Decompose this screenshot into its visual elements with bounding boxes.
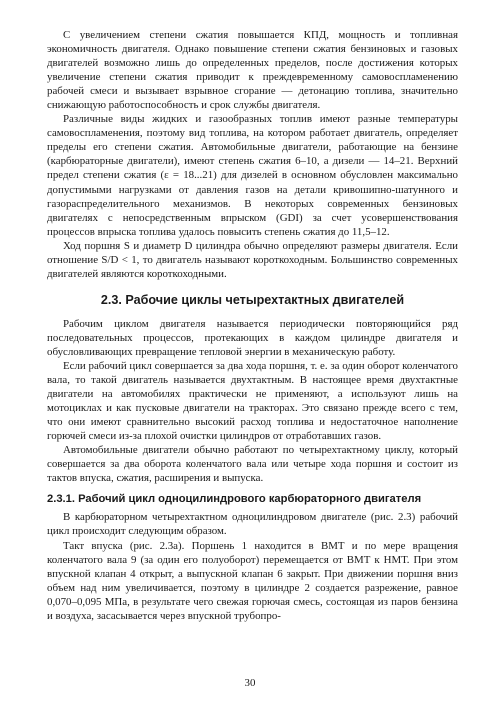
paragraph: Ход поршня S и диаметр D цилиндра обычно определяют размеры двигателя. Если отношение S/D < 1, то двигатель называют короткоходным. Большинство современных двигателей являются короткоходными. — [47, 239, 458, 280]
paragraph: С увеличением степени сжатия повышается КПД, мощность и топливная экономичность двигателя. Однако повышение степени сжатия бензиновых и газовых двигателей возможно лишь до определенных пределов, после достижения которых увеличение степени сжатия приводит к преждевременному самовоспламенению рабочей смеси и вызывает взрывное сгорание — детонацию топлива, значительно снижающую работоспособность и срок службы двигателя. — [47, 29, 458, 112]
paragraph: Если рабочий цикл совершается за два хода поршня, т. е. за один оборот коленчатого вала, то такой двигатель называется двухтактным. В настоящее время двухтактные двигатели на автомобилях практически не применяют, а используют лишь на мотоциклах и как пусковые двигатели на тракторах. Это связано прежде всего с тем, что они имеют сравнительно высокий расход топлива и недостаточное наполнение горючей смеси из-за плохой очистки цилиндров от отработавших газов. — [47, 359, 458, 443]
paragraph: Автомобильные двигатели обычно работают по четырехтактному циклу, который совершается за два оборота коленчатого вала или четыре хода поршня и состоит из тактов впуска, сжатия, расширения и выпуска. — [47, 444, 458, 485]
paragraph: В карбюраторном четырехтактном одноцилиндровом двигателе (рис. 2.3) рабочий цикл происходит следующим образом. — [47, 511, 458, 538]
section-heading: 2.3. Рабочие циклы четырехтактных двигателей — [100, 292, 405, 307]
paragraph: Такт впуска (рис. 2.3а). Поршень 1 находится в ВМТ и по мере вращения коленчатого вала 9 (за один его полуоборот) перемещается от ВМТ к НМТ. При этом впускной клапан 4 открыт, а выпускной клапан 6 закрыт. При движении поршня вниз объем над ним увеличивается, поэтому в цилиндре 2 создается разрежение, равное 0,070–0,095 МПа, в результате чего свежая горючая смесь, состоящая из паров бензина и воздуха, засасывается через впускной трубопро- — [47, 539, 458, 622]
paragraph: Различные виды жидких и газообразных топлив имеют разные температуры самовоспламенения, поэтому вид топлива, на котором работает двигатель, определяет пределы его степени сжатия. Автомобильные двигатели, работающие на бензине (карбюраторные двигатели), имеют степень сжатия 6–10, а дизели — 14–21. Верхний предел степени сжатия (ε = 18...21) для дизелей в основном обусловлен максимально допустимыми нагрузками от давления газов на детали кривошипно-шатунного и газораспределительного механизмов. В некоторых современных бензиновых двигателях с непосредственным впрыском (GDI) за счет усовершенствования процессов впрыска топлива удалось повысить степень сжатия до 11,5–12. — [47, 113, 458, 238]
subsection-heading: 2.3.1. Рабочий цикл одноцилиндрового карбюраторного двигателя — [47, 493, 422, 506]
page-number: 30 — [244, 677, 256, 689]
paragraph: Рабочим циклом двигателя называется периодически повторяющийся ряд последовательных процессов, протекающих в каждом цилиндре двигателя и обусловливающих превращение тепловой энергии в механическую работу. — [47, 317, 458, 358]
